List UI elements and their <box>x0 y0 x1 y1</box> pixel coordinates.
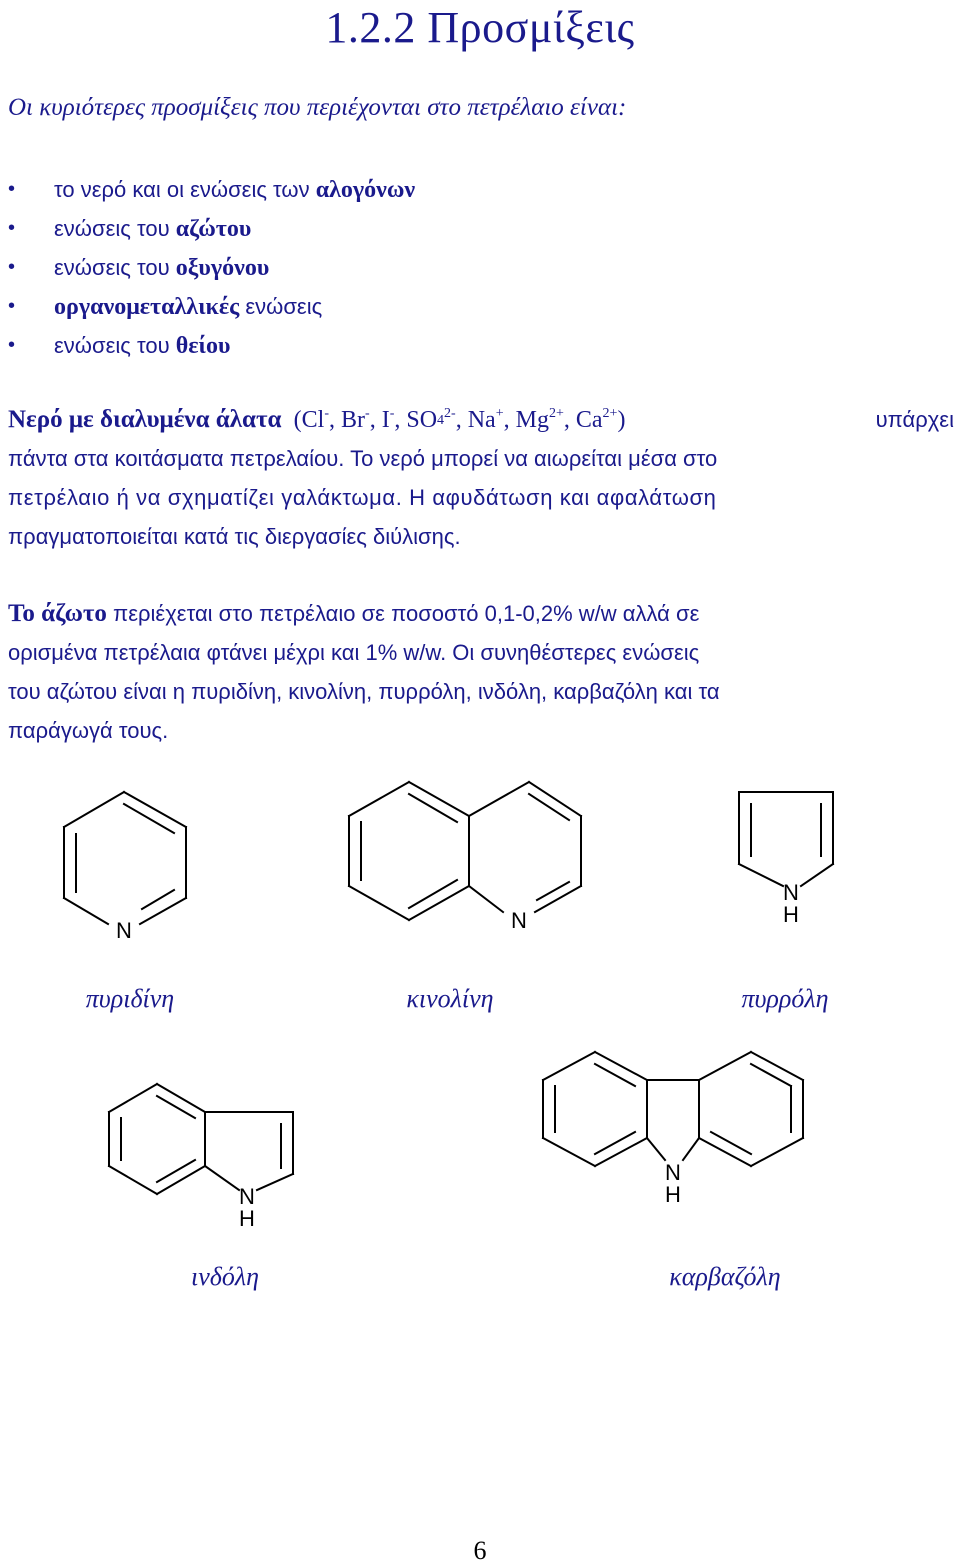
carbazole-structure <box>535 1048 815 1207</box>
pyridine-caption: πυριδίνη <box>85 984 175 1013</box>
nitrogen-label: N <box>665 1160 681 1185</box>
list-item: • ενώσεις του αζώτου <box>0 209 415 248</box>
page-number: 6 <box>473 1536 487 1565</box>
nitrogen-line-3: του αζώτου είναι η πυριδίνη, κινολίνη, πυρρόλη, ινδόλη, καρβαζόλη και τα <box>8 679 720 704</box>
bullet-icon: • <box>8 178 16 200</box>
list-item: • ενώσεις του θείου <box>0 326 415 365</box>
hydrogen-label: H <box>239 1206 255 1231</box>
pyridine-structure <box>60 790 190 950</box>
nitrogen-line-1: Το άζωτο περιέχεται στο πετρέλαιο σε ποσοστό 0,1-0,2% w/w αλλά σε <box>8 600 700 627</box>
bullet-icon: • <box>8 295 16 317</box>
bullet-icon: • <box>8 217 16 239</box>
nitrogen-label: N <box>239 1184 255 1209</box>
water-line-2: πάντα στα κοιτάσματα πετρελαίου. Το νερό μπορεί να αιωρείται μέσα στο <box>8 446 718 471</box>
list-item: • το νερό και οι ενώσεις των αλογόνων <box>0 170 415 209</box>
nitrogen-line-4: παράγωγά τους. <box>8 718 169 743</box>
carbazole-caption: καρβαζόλη <box>669 1262 781 1291</box>
indole-structure <box>105 1080 305 1231</box>
pyrrole-structure <box>735 790 845 930</box>
water-line-1: Νερό με διαλυμένα άλατα (Cl-, Br-, I-, $SO4^{2-}$, Na+, $Mg^{2+}$, $Ca^{2+}$) υπάρχει <box>8 406 954 433</box>
bullet-icon: • <box>8 334 16 356</box>
nitrogen-label: N <box>511 908 527 933</box>
water-paragraph <box>8 400 954 556</box>
indole-caption: ινδόλη <box>190 1262 259 1291</box>
section-title: 1.2.2 Προσμίξεις <box>325 3 635 52</box>
hydrogen-label: H <box>783 902 799 927</box>
nitrogen-line-2: ορισμένα πετρέλαια φτάνει μέχρι και 1% w/w. Οι συνηθέστερες ενώσεις <box>8 640 700 665</box>
nitrogen-label: N <box>783 880 799 905</box>
quinoline-structure <box>345 778 585 938</box>
nitrogen-label: N <box>116 918 132 943</box>
list-item: • ενώσεις του οξυγόνου <box>0 248 415 287</box>
pyrrole-caption: πυρρόλη <box>741 984 829 1013</box>
impurity-list <box>0 170 415 365</box>
list-item: • οργανομεταλλικές ενώσεις <box>0 287 415 326</box>
water-line-3: πετρέλαιο ή να σχηματίζει γαλάκτωμα. Η αφυδάτωση και αφαλάτωση <box>8 485 717 510</box>
intro-text: Οι κυριότερες προσμίξεις που περιέχονται στο πετρέλαιο είναι: <box>8 94 627 121</box>
nitrogen-paragraph <box>8 594 954 750</box>
hydrogen-label: H <box>665 1182 681 1207</box>
bullet-icon: • <box>8 256 16 278</box>
water-line-4: πραγματοποιείται κατά τις διεργασίες διύλισης. <box>8 524 461 549</box>
quinoline-caption: κινολίνη <box>406 984 494 1013</box>
